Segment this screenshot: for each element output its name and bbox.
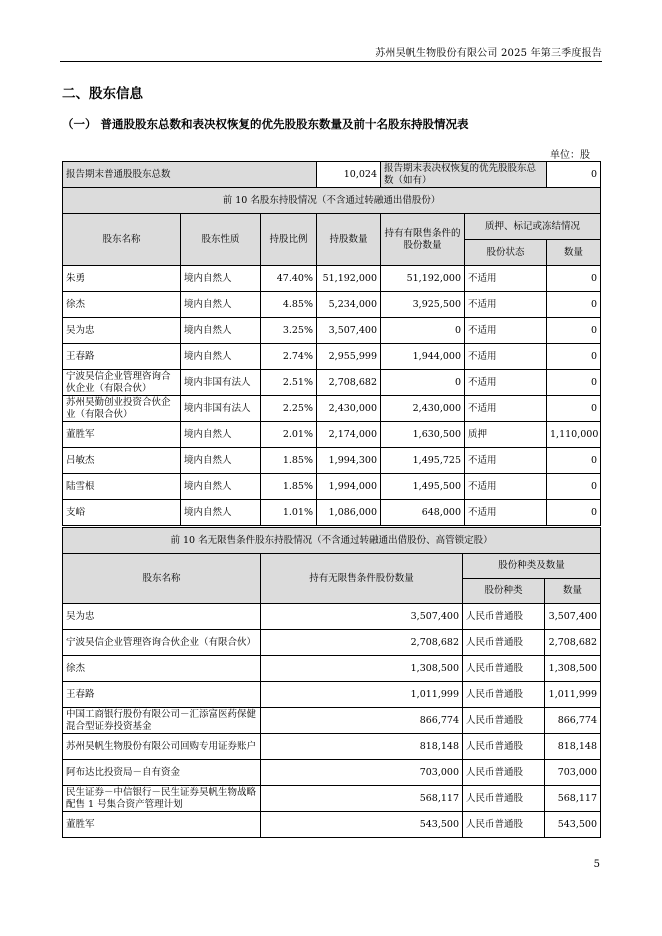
- restricted-qty: 0: [381, 318, 465, 344]
- share-count: 568,117: [545, 786, 601, 812]
- unrestricted-qty: 1,308,500: [261, 656, 463, 682]
- unrestricted-qty: 543,500: [261, 812, 463, 838]
- table-row: [63, 266, 601, 292]
- share-status: 不适用: [465, 344, 547, 370]
- holding-ratio: 4.85%: [261, 292, 317, 318]
- u-header-kind: 股份种类: [463, 579, 545, 604]
- holder-name: 阿布达比投资局－自有资金: [63, 760, 261, 786]
- header-pledge: 质押、标记或冻结情况: [465, 214, 601, 240]
- header-divider: [60, 61, 602, 62]
- holder-name: 董胜军: [63, 422, 181, 448]
- share-kind: 人民币普通股: [463, 656, 545, 682]
- pledged-count: 0: [547, 344, 601, 370]
- share-status: 不适用: [465, 474, 547, 500]
- holding-qty: 2,174,000: [317, 422, 381, 448]
- unrestricted-qty: 1,011,999: [261, 682, 463, 708]
- pledged-count: 0: [547, 370, 601, 396]
- pledged-count: 1,110,000: [547, 422, 601, 448]
- share-status: 不适用: [465, 266, 547, 292]
- pledged-count: 0: [547, 396, 601, 422]
- summary-row: [63, 162, 601, 188]
- holder-name: 徐杰: [63, 656, 261, 682]
- table-row: [63, 812, 601, 838]
- table-row: [63, 396, 601, 422]
- unrestricted-table: [62, 527, 601, 838]
- holder-name: 陆雪根: [63, 474, 181, 500]
- holder-name: 董胜军: [63, 812, 261, 838]
- header-nature: 股东性质: [181, 214, 261, 266]
- holder-nature: 境内自然人: [181, 318, 261, 344]
- u-header-qty: 持有无限售条件股份数量: [261, 554, 463, 604]
- table-row: [63, 604, 601, 630]
- holding-qty: 1,994,300: [317, 448, 381, 474]
- holding-ratio: 47.40%: [261, 266, 317, 292]
- share-count: 3,507,400: [545, 604, 601, 630]
- share-status: 不适用: [465, 292, 547, 318]
- holder-name: 吴为忠: [63, 318, 181, 344]
- share-count: 818,148: [545, 734, 601, 760]
- unrestricted-qty: 3,507,400: [261, 604, 463, 630]
- holder-name: 支峪: [63, 500, 181, 526]
- table-row: [63, 474, 601, 500]
- holding-qty: 3,507,400: [317, 318, 381, 344]
- common-holders-label: 报告期末普通股股东总数: [63, 162, 317, 188]
- share-count: 2,708,682: [545, 630, 601, 656]
- share-count: 1,308,500: [545, 656, 601, 682]
- holding-ratio: 2.51%: [261, 370, 317, 396]
- share-status: 不适用: [465, 500, 547, 526]
- holder-nature: 境内非国有法人: [181, 396, 261, 422]
- share-status: 不适用: [465, 370, 547, 396]
- u-header-kind-group: 股份种类及数量: [463, 554, 601, 579]
- u-header-count: 数量: [545, 579, 601, 604]
- header-status: 股份状态: [465, 240, 547, 266]
- holding-ratio: 1.01%: [261, 500, 317, 526]
- unrestricted-qty: 866,774: [261, 708, 463, 734]
- preferred-holders-value: 0: [547, 162, 601, 188]
- holder-name: 苏州昊勤创业投资合伙企业（有限合伙）: [63, 396, 181, 422]
- table-row: [63, 656, 601, 682]
- restricted-qty: 1,495,725: [381, 448, 465, 474]
- pledged-count: 0: [547, 266, 601, 292]
- holder-name: 朱勇: [63, 266, 181, 292]
- pledged-count: 0: [547, 474, 601, 500]
- holding-qty: 2,430,000: [317, 396, 381, 422]
- pledged-count: 0: [547, 448, 601, 474]
- table-row: [63, 422, 601, 448]
- pledged-count: 0: [547, 500, 601, 526]
- restricted-qty: 1,495,500: [381, 474, 465, 500]
- holding-qty: 51,192,000: [317, 266, 381, 292]
- holding-ratio: 1.85%: [261, 474, 317, 500]
- holder-name: 徐杰: [63, 292, 181, 318]
- holder-nature: 境内自然人: [181, 422, 261, 448]
- holding-qty: 1,086,000: [317, 500, 381, 526]
- report-header: 苏州昊帆生物股份有限公司 2025 年第三季度报告: [375, 48, 602, 59]
- restricted-qty: 1,630,500: [381, 422, 465, 448]
- table-row: [63, 786, 601, 812]
- holder-nature: 境内自然人: [181, 266, 261, 292]
- holder-name: 苏州昊帆生物股份有限公司回购专用证券账户: [63, 734, 261, 760]
- holding-qty: 2,955,999: [317, 344, 381, 370]
- share-kind: 人民币普通股: [463, 760, 545, 786]
- holder-nature: 境内自然人: [181, 448, 261, 474]
- share-kind: 人民币普通股: [463, 708, 545, 734]
- share-count: 866,774: [545, 708, 601, 734]
- holder-name: 民生证券－中信银行－民生证券昊帆生物战略配售 1 号集合资产管理计划: [63, 786, 261, 812]
- share-count: 543,500: [545, 812, 601, 838]
- holding-ratio: 2.74%: [261, 344, 317, 370]
- share-kind: 人民币普通股: [463, 630, 545, 656]
- pledged-count: 0: [547, 292, 601, 318]
- unrestricted-qty: 703,000: [261, 760, 463, 786]
- table-row: [63, 734, 601, 760]
- share-status: 质押: [465, 422, 547, 448]
- share-status: 不适用: [465, 318, 547, 344]
- unrestricted-title: 前 10 名无限售条件股东持股情况（不含通过转融通出借股份、高管锁定股）: [63, 528, 601, 554]
- table-row: [63, 760, 601, 786]
- holding-ratio: 2.25%: [261, 396, 317, 422]
- holder-name: 宁波昊信企业管理咨询合伙企业（有限合伙）: [63, 630, 261, 656]
- holder-name: 吴为忠: [63, 604, 261, 630]
- header-restricted: 持有有限售条件的股份数量: [381, 214, 465, 266]
- pledged-count: 0: [547, 318, 601, 344]
- top10-title: 前 10 名股东持股情况（不含通过转融通出借股份）: [63, 188, 601, 214]
- holder-nature: 境内自然人: [181, 344, 261, 370]
- unrestricted-qty: 818,148: [261, 734, 463, 760]
- table-row: [63, 630, 601, 656]
- share-count: 1,011,999: [545, 682, 601, 708]
- table-row: [63, 370, 601, 396]
- restricted-qty: 2,430,000: [381, 396, 465, 422]
- page-number: 5: [593, 859, 600, 870]
- preferred-holders-label: 报告期末表决权恢复的优先股股东总数（如有）: [381, 162, 547, 188]
- share-kind: 人民币普通股: [463, 812, 545, 838]
- holder-nature: 境内自然人: [181, 292, 261, 318]
- shareholder-table: [62, 161, 601, 526]
- table-row: [63, 708, 601, 734]
- holder-name: 中国工商银行股份有限公司－汇添富医药保健混合型证券投资基金: [63, 708, 261, 734]
- holder-name: 王春路: [63, 344, 181, 370]
- table-row: [63, 318, 601, 344]
- table-row: [63, 344, 601, 370]
- u-header-name: 股东名称: [63, 554, 261, 604]
- subsection-title: （一） 普通股股东总数和表决权恢复的优先股股东数量及前十名股东持股情况表: [62, 117, 469, 131]
- holder-name: 吕敏杰: [63, 448, 181, 474]
- share-kind: 人民币普通股: [463, 682, 545, 708]
- restricted-qty: 1,944,000: [381, 344, 465, 370]
- unit-label: 单位：股: [550, 150, 590, 161]
- holder-name: 宁波昊信企业管理咨询合伙企业（有限合伙）: [63, 370, 181, 396]
- share-status: 不适用: [465, 396, 547, 422]
- share-status: 不适用: [465, 448, 547, 474]
- holding-qty: 2,708,682: [317, 370, 381, 396]
- holder-nature: 境内非国有法人: [181, 370, 261, 396]
- holder-nature: 境内自然人: [181, 474, 261, 500]
- table-row: [63, 682, 601, 708]
- table-row: [63, 292, 601, 318]
- restricted-qty: 0: [381, 370, 465, 396]
- holding-qty: 1,994,000: [317, 474, 381, 500]
- unrestricted-qty: 568,117: [261, 786, 463, 812]
- holding-qty: 5,234,000: [317, 292, 381, 318]
- share-kind: 人民币普通股: [463, 734, 545, 760]
- holding-ratio: 1.85%: [261, 448, 317, 474]
- holder-nature: 境内自然人: [181, 500, 261, 526]
- unrestricted-qty: 2,708,682: [261, 630, 463, 656]
- holder-name: 王春路: [63, 682, 261, 708]
- common-holders-value: 10,024: [317, 162, 381, 188]
- table-row: [63, 448, 601, 474]
- restricted-qty: 648,000: [381, 500, 465, 526]
- share-kind: 人民币普通股: [463, 786, 545, 812]
- holding-ratio: 2.01%: [261, 422, 317, 448]
- share-count: 703,000: [545, 760, 601, 786]
- header-ratio: 持股比例: [261, 214, 317, 266]
- header-name: 股东名称: [63, 214, 181, 266]
- holding-ratio: 3.25%: [261, 318, 317, 344]
- restricted-qty: 3,925,500: [381, 292, 465, 318]
- header-qty: 持股数量: [317, 214, 381, 266]
- table-row: [63, 500, 601, 526]
- header-count: 数量: [547, 240, 601, 266]
- share-kind: 人民币普通股: [463, 604, 545, 630]
- section-title: 二、股东信息: [62, 86, 143, 102]
- restricted-qty: 51,192,000: [381, 266, 465, 292]
